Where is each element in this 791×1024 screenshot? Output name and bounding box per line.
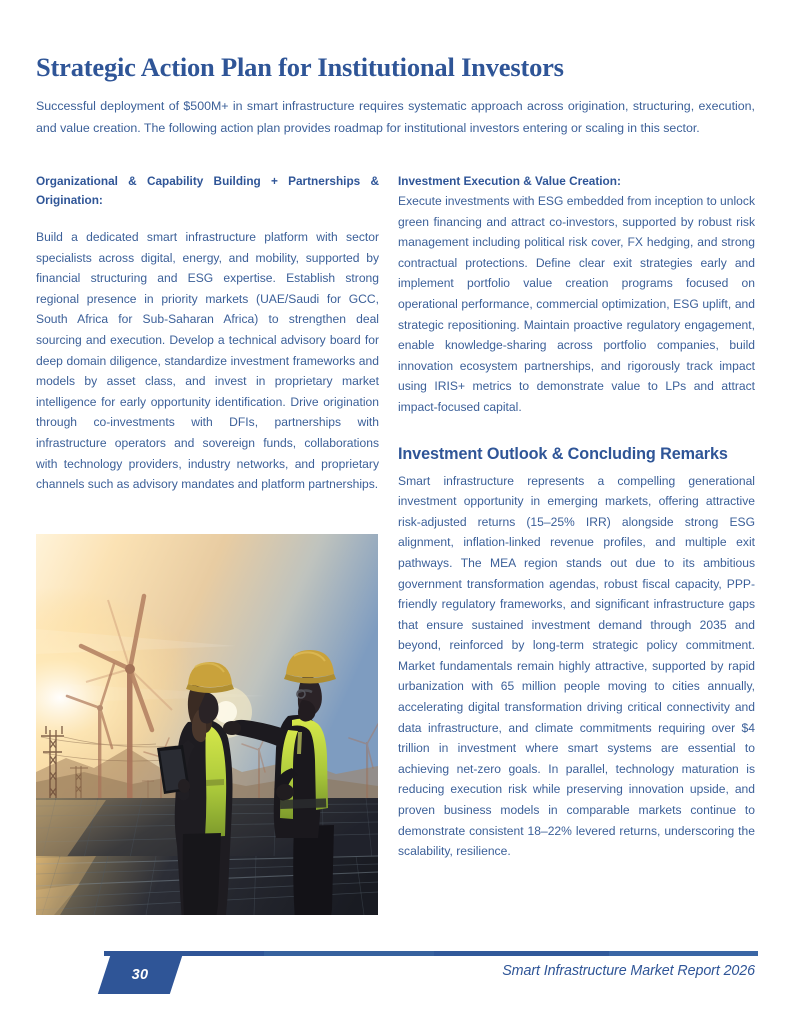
right-column [398,172,755,862]
left-column [36,172,379,495]
solar-wind-workers-photo [36,534,378,915]
footer-rule [104,951,758,956]
left-column-heading: Organizational & Capability Building + Partnerships & Origination: [36,174,379,207]
footer-rule-seg-4 [609,951,758,956]
footer-report-title: Smart Infrastructure Market Report 2026 [502,963,755,979]
right-column-paragraph: Execute investments with ESG embedded from inception to unlock green financing and attract co-investors, supported by robust risk management including political risk cover, FX hedging, and strong contractual protections. Define clear exit strategies early and implement portfolio value creation programs focused on operational performance, commercial optimization, ESG uplift, and strategic repositioning. Maintain proactive regulatory engagement, enable knowledge-sharing across portfolio companies, build innovation ecosystem partnerships, and rigorously track impact using IRIS+ metrics to demonstrate value to LPs and attract impact-focused capital. [398,194,755,414]
right-column-heading: Investment Execution & Value Creation: [398,174,621,188]
page-number: 30 [131,967,149,983]
investment-outlook-heading: Investment Outlook & Concluding Remarks [398,444,728,463]
page-title: Strategic Action Plan for Institutional Investors [36,52,564,82]
left-column-paragraph: Build a dedicated smart infrastructure platform with sector specialists across digital, energy, and mobility, supported by financial structuring and ESG expertise. Establish strong regional presence in priority markets (UAE/Saudi for GCC, South Africa for Sub-Saharan Africa) to strengthen deal sourcing and execution. Develop a technical advisory board for deep domain diligence, standardize investment frameworks and models by asset class, and invest in proprietary market intelligence for early opportunity identification. Drive origination through co-investments with DFIs, partnerships with infrastructure operators and sovereign funds, collaborations with technology providers, industry networks, and proprietary channels such as advisory mandates and platform partnerships. [36,230,379,492]
footer-rule-seg-2 [264,951,434,956]
footer-rule-seg-3 [434,951,609,956]
intro-paragraph: Successful deployment of $500M+ in smart infrastructure requires systematic approach across origination, structuring, execution, and value creation. The following action plan provides roadmap for institutional investors entering or scaling in this sector. [36,99,755,135]
investment-outlook-paragraph: Smart infrastructure represents a compelling generational investment opportunity in emerging markets, offering attractive risk-adjusted returns (15–25% IRR) alongside strong ESG alignment, inflation-linked revenue profiles, and multiple exit pathways. The MEA region stands out due to its ambitious government transformation agendas, robust fiscal capacity, PPP-friendly regulatory frameworks, and significant infrastructure gaps that ensure sustained investment demand through 2035 and beyond, reinforced by long-term strategic policy commitment. Market fundamentals remain highly attractive, supported by rapid urbanization with 65 million people moving to cities annually, accelerating digital transformation driving critical connectivity and data infrastructure, and climate commitments requiring over $4 trillion in investment where smart systems are essential to achieving net-zero goals. In parallel, technology maturation is reducing execution risk while preserving innovation upside, and proven business models in comparable markets continue to demonstrate consistent 18–22% levered returns, underscoring the scalability, resilience. [398,473,755,859]
